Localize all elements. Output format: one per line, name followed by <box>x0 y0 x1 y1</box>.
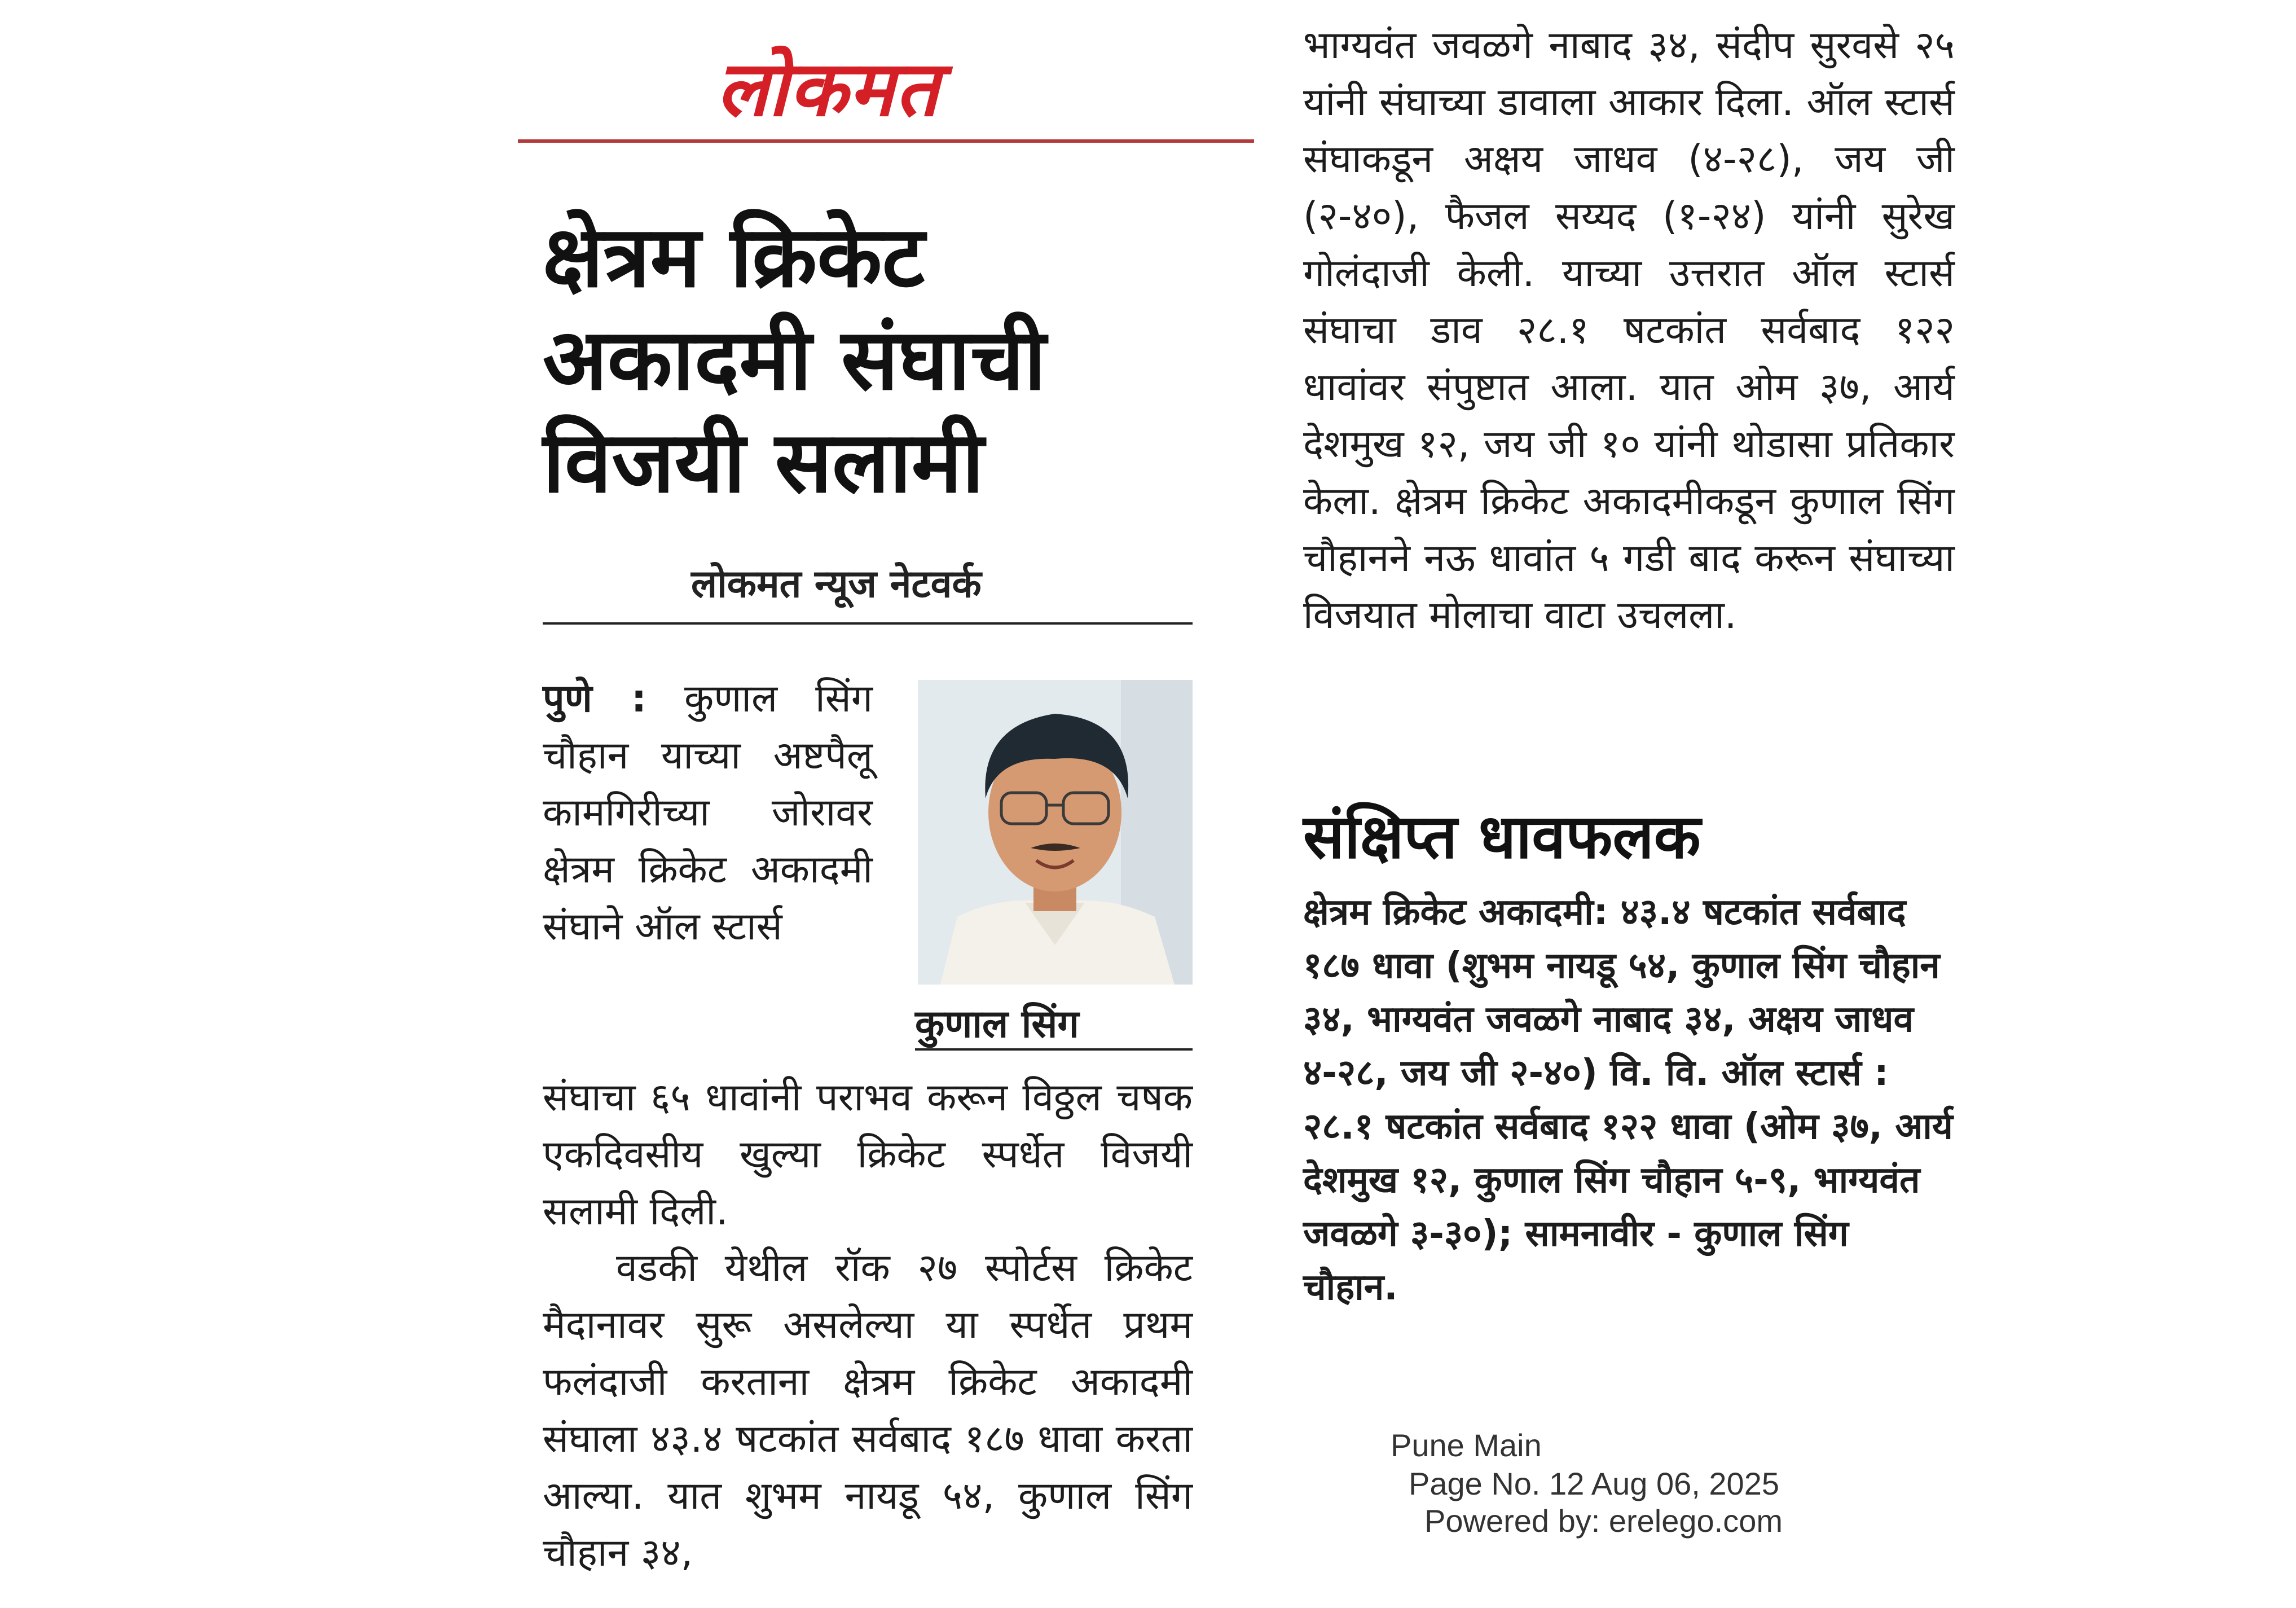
lead-continuation: संघाचा ६५ धावांनी पराभव करून विठ्ठल चषक एकदिवसीय खुल्या क्रिकेट स्पर्धेत विजयी सलामी दिली. <box>543 1075 1193 1234</box>
byline-divider <box>543 622 1193 625</box>
powered-by-label: Powered by: erelego.com <box>1424 1503 1783 1539</box>
scorecard-text: क्षेत्रम क्रिकेट अकादमी: ४३.४ षटकांत सर्वबाद १८७ धावा (शुभम नायडू ५४, कुणाल सिंग चौहान ३४, भाग्यवंत जवळगे नाबाद ३४, अक्षय जाधव ४-२८, जय जी २-४०) वि. वि. ऑल स्टार्स : २८.१ षटकांत सर्वबाद १२२ धावा (ओम ३७, आर्य देशमुख १२, कुणाल सिंग चौहान ५-९, भाग्यवंत जवळगे ३-३०); सामनावीर - कुणाल सिंग चौहान. <box>1303 891 1953 1308</box>
player-photo <box>918 680 1193 985</box>
masthead-divider <box>518 139 1254 143</box>
byline: लोकमत न्यूज नेटवर्क <box>691 562 982 607</box>
portrait-image <box>918 680 1193 985</box>
photo-caption: कुणाल सिंग <box>915 1002 1079 1047</box>
article-right-column: भाग्यवंत जवळगे नाबाद ३४, संदीप सुरवसे २५ यांनी संघाच्या डावाला आकार दिला. ऑल स्टार्स संघाकडून अक्षय जाधव (४-२८), जय जी (२-४०), फैजल सय्यद (१-२४) यांनी सुरेख गोलंदाजी केली. याच्या उत्तरात ऑल स्टार्स संघाचा डाव २८.१ षटकांत सर्वबाद १२२ धावांवर संपुष्टात आला. यात ओम ३७, आर्य देशमुख १२, जय जी १० यांनी थोडासा प्रतिकार केला. क्षेत्रम क्रिकेट अकादमीकडून कुणाल सिंग चौहानने नऊ धावांत ५ गडी बाद करून संघाच्या विजयात मोलाचा वाटा उचलला. <box>1303 23 1955 638</box>
edition-label: Pune Main <box>1391 1427 1542 1463</box>
article-paragraph-2: वडकी येथील रॉक २७ स्पोर्टस क्रिकेट मैदानावर सुरू असलेल्या या स्पर्धेत प्रथम फलंदाजी करताना क्षेत्रम क्रिकेट अकादमी संघाला ४३.४ षटकांत सर्वबाद १८७ धावा करता आल्या. यात शुभम नायडू ५४, कुणाल सिंग चौहान ३४, <box>543 1246 1193 1575</box>
headline: क्षेत्रम क्रिकेट अकादमी संघाची विजयी सलामी <box>543 208 1046 512</box>
lead-text: कुणाल सिंग चौहान याच्या अष्टपैलू कामगिरीच्या जोरावर क्षेत्रम क्रिकेट अकादमी संघाने ऑल स्टार्स <box>543 676 873 949</box>
dateline: पुणे : <box>543 676 647 721</box>
page-date-label: Page No. 12 Aug 06, 2025 <box>1409 1466 1779 1501</box>
lead-paragraph <box>543 670 873 955</box>
scorecard-title: संक्षिप्त धावफलक <box>1303 802 1701 872</box>
caption-divider <box>915 1048 1193 1051</box>
masthead-logo: लोकमत <box>716 43 940 133</box>
